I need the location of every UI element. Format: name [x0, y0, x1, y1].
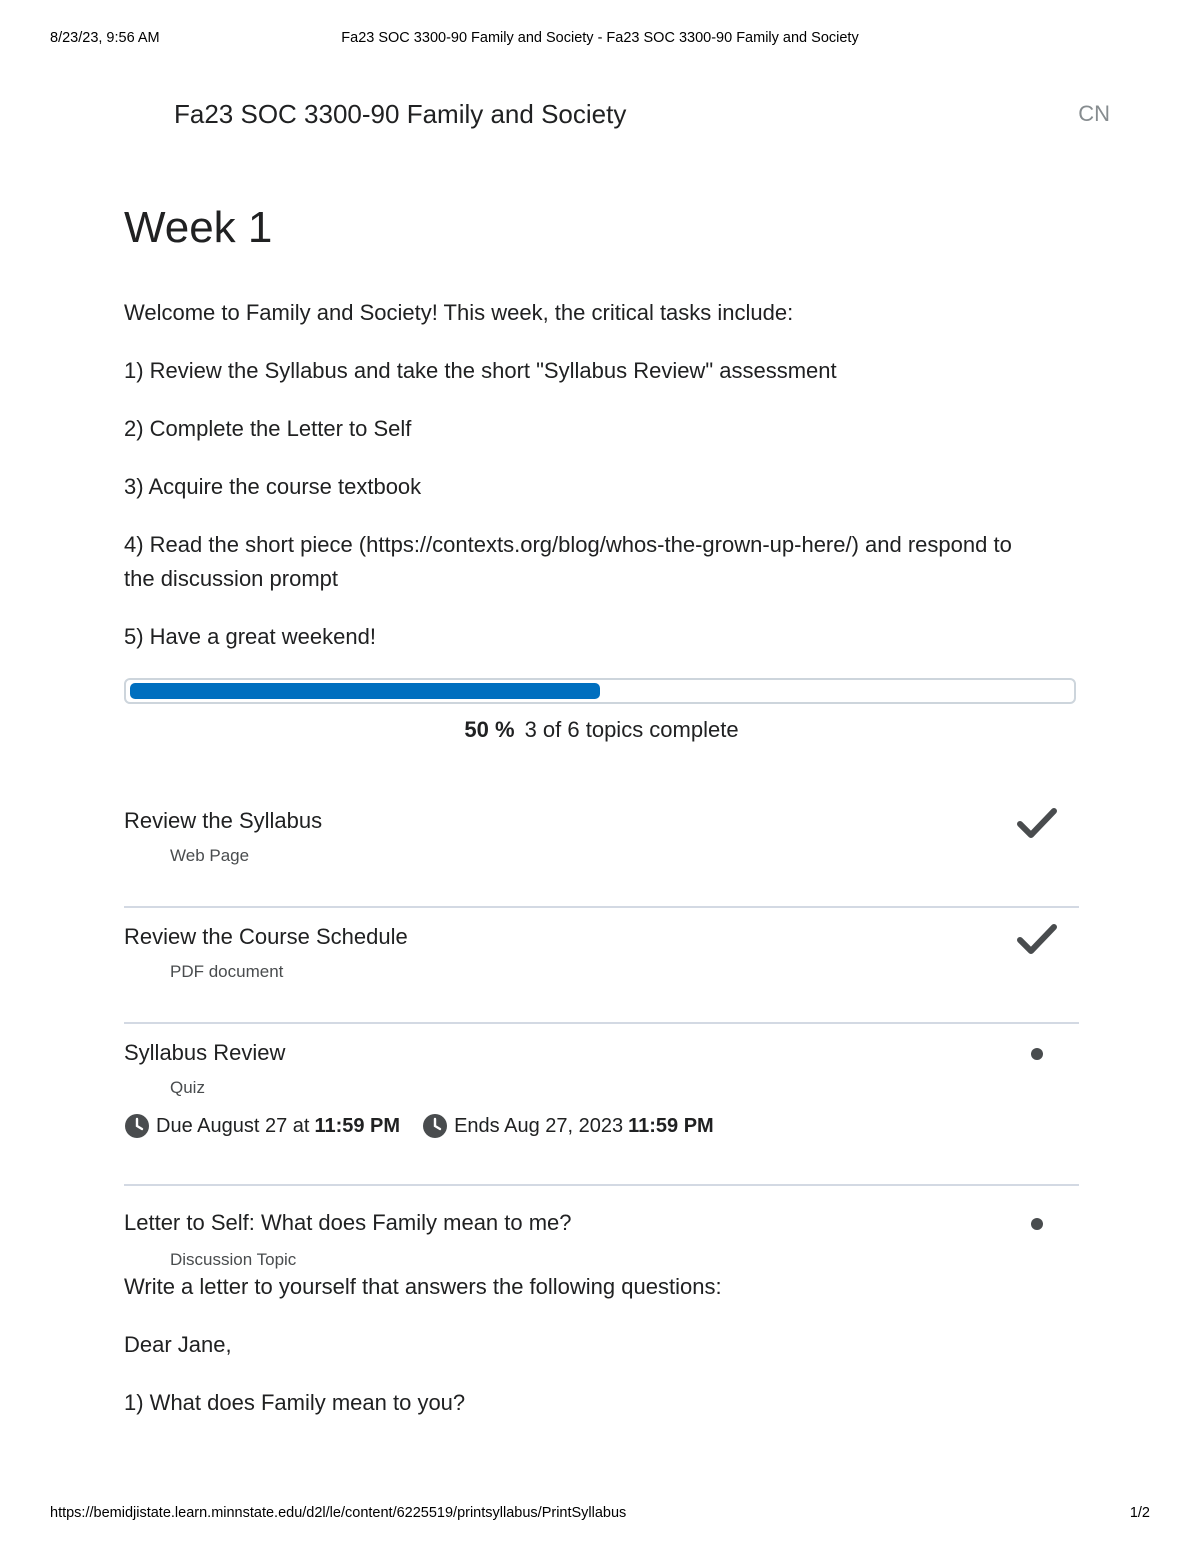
topic-title-link[interactable]: Review the Syllabus — [124, 808, 323, 833]
description-line: 1) What does Family mean to you? — [124, 1390, 466, 1415]
topic-type: Discussion Topic — [170, 1250, 297, 1269]
topic-type: Web Page — [170, 846, 250, 865]
print-header — [50, 30, 1150, 48]
intro-line: 3) Acquire the course textbook — [124, 474, 422, 499]
dot-icon — [1031, 1048, 1043, 1060]
topic-title-link[interactable]: Letter to Self: What does Family mean to me? — [124, 1210, 572, 1235]
topic-title-link[interactable]: Review the Course Schedule — [124, 924, 408, 949]
user-avatar[interactable]: CN — [1078, 101, 1110, 126]
due-date — [124, 1112, 400, 1140]
topic-item[interactable] — [124, 1208, 1079, 1418]
checkmark-icon — [1017, 922, 1057, 956]
clock-icon — [422, 1113, 448, 1139]
print-timestamp: 8/23/23, 9:56 AM — [50, 30, 160, 46]
progress-summary — [124, 716, 1079, 744]
due-date-text: Due August 27 at — [156, 1115, 310, 1137]
topic-item[interactable] — [124, 806, 1079, 908]
intro-line: 2) Complete the Letter to Self — [124, 416, 412, 441]
end-date-text: Ends Aug 27, 2023 — [454, 1115, 624, 1137]
print-page-number: 1/2 — [1129, 1505, 1150, 1521]
description-line: Dear Jane, — [124, 1332, 232, 1357]
topic-dates — [124, 1112, 1079, 1140]
course-title-link[interactable]: Fa23 SOC 3300-90 Family and Society — [174, 99, 627, 129]
dot-icon — [1031, 1218, 1043, 1230]
end-date — [422, 1112, 714, 1140]
print-footer — [50, 1505, 1150, 1523]
topic-type: Quiz — [170, 1078, 205, 1097]
topic-list — [124, 806, 1079, 1418]
progress-section — [124, 678, 1079, 744]
clock-icon — [124, 1113, 150, 1139]
checkmark-icon — [1017, 806, 1057, 840]
module-title: Week 1 — [124, 203, 273, 252]
module-description — [124, 296, 1079, 654]
topic-item[interactable] — [124, 922, 1079, 1024]
topic-title-link[interactable]: Syllabus Review — [124, 1040, 286, 1065]
topic-type: PDF document — [170, 962, 284, 981]
course-navbar — [174, 96, 1110, 136]
module-content — [124, 200, 1079, 1446]
progress-count: 3 of 6 topics complete — [524, 717, 739, 742]
topic-description — [124, 1272, 1079, 1418]
print-url: https://bemidjistate.learn.minnstate.edu/d2l/le/content/6225519/printsyllabus/PrintSyllabus — [50, 1505, 627, 1521]
progress-percent: 50 % — [464, 717, 515, 742]
progress-bar — [124, 678, 1076, 704]
intro-line: Welcome to Family and Society! This week, the critical tasks include: — [124, 300, 794, 325]
intro-line: 5) Have a great weekend! — [124, 624, 376, 649]
intro-line: 1) Review the Syllabus and take the short "Syllabus Review" assessment — [124, 358, 837, 383]
print-page-title: Fa23 SOC 3300-90 Family and Society - Fa23 SOC 3300-90 Family and Society — [341, 30, 859, 46]
progress-bar-fill — [130, 683, 600, 699]
end-time: 11:59 PM — [628, 1115, 714, 1137]
intro-line: 4) Read the short piece (https://contexts.org/blog/whos-the-grown-up-here/) and respond to the discussion prompt — [124, 532, 1012, 591]
due-time: 11:59 PM — [314, 1115, 401, 1137]
description-line: Write a letter to yourself that answers the following questions: — [124, 1274, 722, 1299]
topic-item[interactable] — [124, 1038, 1079, 1186]
